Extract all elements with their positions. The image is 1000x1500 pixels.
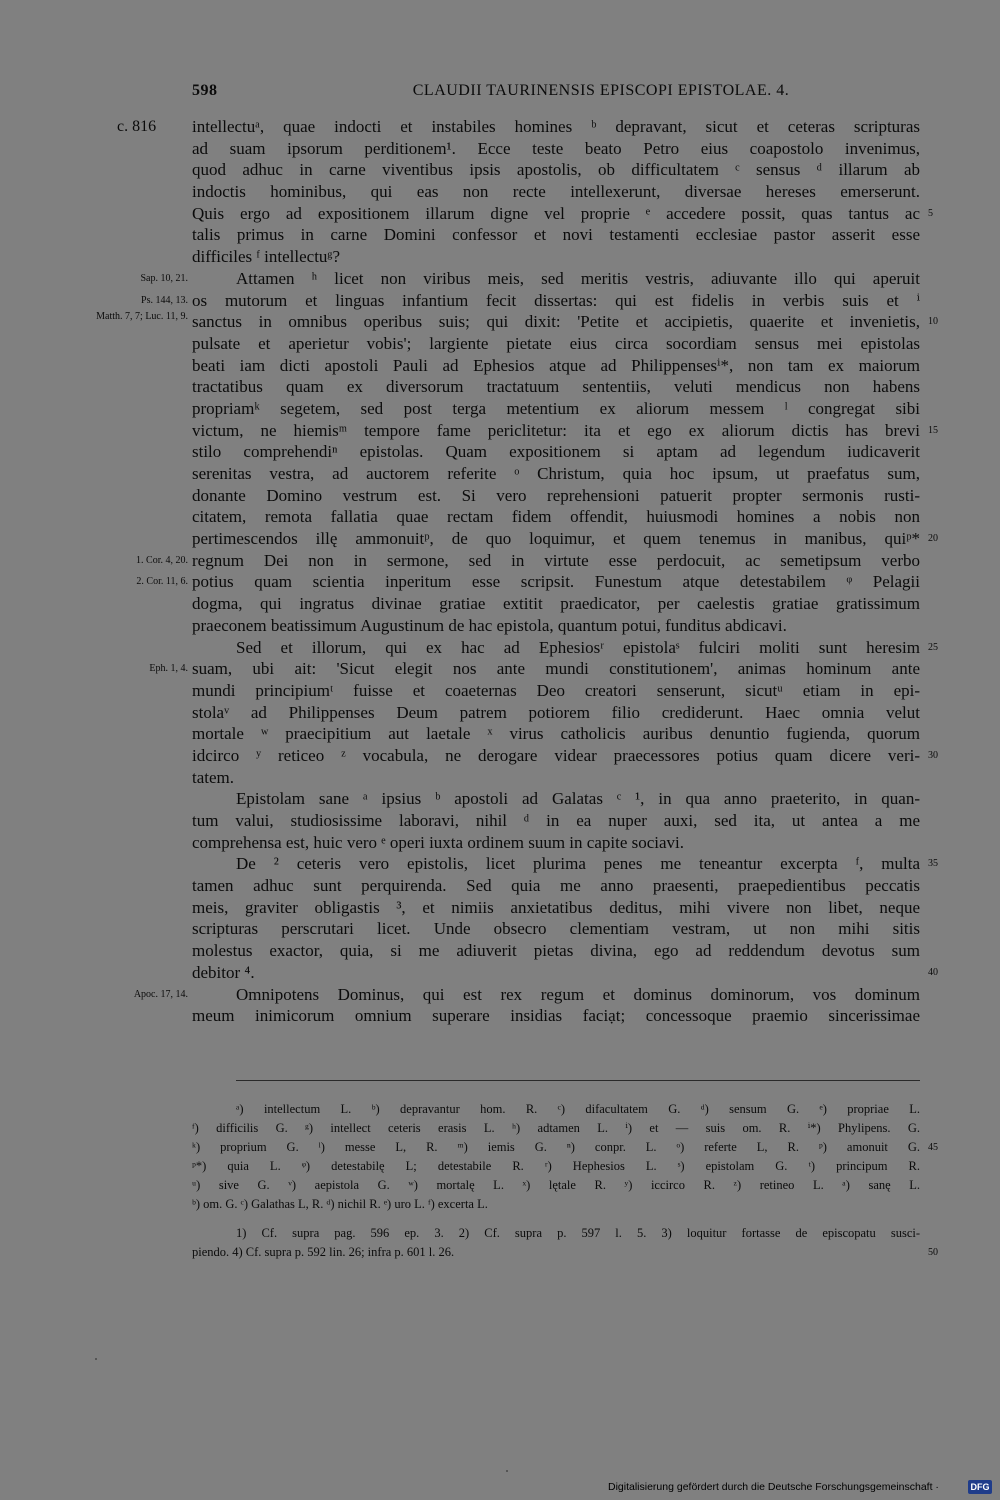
line-text: Sed et illorum, qui ex hac ad Ephesiosʳ epistolaˢ fulciri moliti sunt heresim xyxy=(236,637,920,657)
text-line xyxy=(0,138,1000,160)
line-text: De ² ceteris vero epistolis, licet plurima penes me teneantur excerpta ᶠ, multa xyxy=(236,854,920,874)
line-text: stolaᵛ ad Philippenses Deum patrem potiorem filio crediderunt. Haec omnia velut xyxy=(192,702,920,722)
text-line xyxy=(0,376,1000,398)
line-text: tatem. xyxy=(192,767,235,787)
line-text: mortale ʷ praecipitium aut laetale ˣ virus catholicis auribus denuntio fugienda, quorum xyxy=(192,724,920,744)
line-text: praeconem beatissimum Augustinum de hac epistola, quantum potui, funditus abdicavi. xyxy=(192,615,787,635)
line-text: Attamen ʰ licet non viribus meis, sed meritis vestris, adiuvante illo qui aperuit xyxy=(236,268,920,288)
apparatus-text: ᵘ) sive G. ᵛ) aepistola G. ʷ) mortalę L. ˣ) lętale R. ʸ) iccirco R. ᶻ) retineo L. ᵃ) sanę L. xyxy=(192,1178,920,1192)
apparatus-text: ᵇ) om. G. ᶜ) Galathas L, R. ᵈ) nichil R. ᵉ) uro L. ᶠ) excerta L. xyxy=(192,1197,488,1211)
scan-speck xyxy=(506,1470,508,1472)
margin-citation: Eph. 1, 4. xyxy=(149,663,188,675)
apparatus-text: ᵃ) intellectum L. ᵇ) depravantur hom. R. ᶜ) difacultatem G. ᵈ) sensum G. ᵉ) propriae L. xyxy=(236,1102,920,1116)
text-line xyxy=(0,420,1000,442)
line-text: mundi principiumᵗ fuisse et coaeternas Deo creatori senserunt, sicutᵘ etiam in epi- xyxy=(192,680,920,700)
apparatus-line xyxy=(0,1195,1000,1214)
line-text: talis primus in carne Domini confessor et novi testamenti ecclesiae pastor asserit esse xyxy=(192,225,920,245)
line-number: 50 xyxy=(928,1247,938,1258)
text-line xyxy=(0,810,1000,832)
text-line xyxy=(0,224,1000,246)
text-line xyxy=(0,333,1000,355)
text-line xyxy=(0,311,1000,333)
margin-citation: Sap. 10, 21. xyxy=(140,272,188,284)
text-line xyxy=(0,116,1000,138)
text-line xyxy=(0,506,1000,528)
text-line xyxy=(0,246,1000,268)
line-text: potius quam scientia inperitum esse scripsit. Funestum atque detestabilem ᵠ Pelagii xyxy=(192,572,920,592)
running-header xyxy=(192,82,920,106)
page-number: 598 xyxy=(192,82,218,99)
text-line xyxy=(0,875,1000,897)
text-line xyxy=(0,723,1000,745)
text-line xyxy=(0,398,1000,420)
text-line xyxy=(0,550,1000,572)
line-text: pertimescendos illę ammonuitᵖ, de quo loquimur, et quem tenemus in manibus, quiᵖ* xyxy=(192,529,920,549)
apparatus-line xyxy=(0,1119,1000,1138)
text-line xyxy=(0,1005,1000,1027)
footnote-text: piendo. 4) Cf. supra p. 592 lin. 26; infra p. 601 l. 26. xyxy=(192,1245,455,1259)
line-text: comprehensa est, huic vero ᵉ operi iuxta ordinem suum in capite sociavi. xyxy=(192,832,685,852)
apparatus-line xyxy=(0,1138,1000,1157)
main-text xyxy=(0,116,1000,1027)
line-text: sanctus in omnibus operibus suis; qui dixit: 'Petite et accipietis, quaerite et invenietis, xyxy=(192,312,920,332)
line-text: tum valui, studiosissime laboravi, nihil ᵈ in ea nuper auxi, sed ita, ut antea a me xyxy=(192,811,920,830)
line-number: 10 xyxy=(928,316,938,328)
critical-apparatus xyxy=(0,1100,1000,1262)
text-line xyxy=(0,463,1000,485)
apparatus-line xyxy=(0,1176,1000,1195)
line-text: suam, ubi ait: 'Sicut elegit nos ante mundi constitutionem', animas hominum ante xyxy=(192,659,920,679)
line-text: quod adhuc in carne viventibus ipsis apostolis, ob difficultatem ᶜ sensus ᵈ illarum ab xyxy=(192,160,920,180)
apparatus-line xyxy=(0,1100,1000,1119)
line-number: 20 xyxy=(928,533,938,545)
text-line xyxy=(0,355,1000,377)
text-line xyxy=(0,528,1000,550)
text-line xyxy=(0,485,1000,507)
margin-citation: Matth. 7, 7; Luc. 11, 9. xyxy=(96,311,188,323)
line-number: 25 xyxy=(928,641,938,653)
text-line xyxy=(0,268,1000,290)
margin-citation: Apoc. 17, 14. xyxy=(133,988,188,1000)
running-title: CLAUDII TAURINENSIS EPISCOPI EPISTOLAE. 4. xyxy=(412,82,790,99)
text-line xyxy=(0,637,1000,659)
text-line xyxy=(0,658,1000,680)
line-text: beati iam dicti apostoli Pauli ad Ephesios atque ad Philippensesⁱ*, non tam ex maiorum xyxy=(192,355,920,375)
text-line xyxy=(0,940,1000,962)
funding-text: Digitalisierung gefördert durch die Deutsche Forschungsgemeinschaft · xyxy=(608,1481,939,1493)
text-line xyxy=(0,702,1000,724)
line-text: serenitas vestra, ad auctorem referite ᵒ Christum, quia hoc ipsum, ut praefatus sum, xyxy=(192,464,920,483)
text-line xyxy=(0,984,1000,1006)
margin-citation: 1. Cor. 4, 20. xyxy=(136,554,188,566)
line-text: intellectuᵃ, quae indocti et instabiles homines ᵇ depravant, sicut et ceteras scripturas xyxy=(192,117,920,136)
footnote-line xyxy=(0,1224,1000,1243)
line-text: dogma, qui ingratus divinae gratiae extitit praedicator, per caelestis gratiae gratissimum xyxy=(192,594,920,614)
line-text: regnum Dei non in sermone, sed in virtute esse perdocuit, ac semetipsum verbo xyxy=(192,550,920,570)
line-text: pulsate et aperietur vobis'; largiente pietate eius circa socordiam sensus mei epistolas xyxy=(192,333,920,353)
footnote-line xyxy=(0,1243,1000,1262)
line-text: scripturas perscrutari licet. Unde obsecro clementiam vestram, ut non mihi sitis xyxy=(192,919,920,939)
text-line xyxy=(0,593,1000,615)
line-text: idcirco ʸ reticeo ᶻ vocabula, ne derogare videar praecessores potius quam dicere veri- xyxy=(192,745,920,765)
funding-footer xyxy=(608,1480,992,1496)
line-number: 40 xyxy=(928,966,938,978)
line-text: propriamᵏ segetem, sed post terga metentium ex aliorum messem ˡ congregat sibi xyxy=(192,398,920,418)
line-text: meis, graviter obligastis ³, et nimiis anxietatibus deditus, mihi vivere non libet, neque xyxy=(192,897,920,917)
line-number: 5 xyxy=(928,207,933,219)
line-text: debitor ⁴. xyxy=(192,962,255,982)
apparatus-text: ᵏ) proprium G. ˡ) messe L, R. ᵐ) iemis G. ⁿ) conpr. L. ᵒ) referte L, R. ᵖ) amonuit G. xyxy=(192,1140,920,1154)
text-line xyxy=(0,441,1000,463)
line-text: os mutorum et linguas infantium fecit dissertas: qui est fidelis in verbis suis et ⁱ xyxy=(192,290,920,310)
line-text: molestus exactor, quia, si me adiuverit pietas divina, ego ad reddendum devotus sum xyxy=(192,941,920,961)
line-text: Omnipotens Dominus, qui est rex regum et dominus dominorum, vos dominum xyxy=(236,984,920,1004)
line-text: donante Domino vestrum est. Si vero reprehensioni patuerit propter sermonis rusti- xyxy=(192,485,920,505)
margin-citation: Ps. 144, 13. xyxy=(141,294,188,306)
text-line xyxy=(0,962,1000,984)
apparatus-separator xyxy=(236,1080,920,1081)
text-line xyxy=(0,788,1000,810)
text-line xyxy=(0,832,1000,854)
text-line xyxy=(0,203,1000,225)
footnote-text: 1) Cf. supra pag. 596 ep. 3. 2) Cf. supra p. 597 l. 5. 3) loquitur fortasse de episcopatu susci- xyxy=(236,1226,920,1240)
line-text: tractatibus quam ex diversorum tractatuum sententiis, veluti mendicus non habens xyxy=(192,377,920,397)
notes-gap xyxy=(0,1214,1000,1224)
text-line xyxy=(0,159,1000,181)
text-line xyxy=(0,680,1000,702)
line-text: victum, ne hiemisᵐ tempore fame periclitetur: ita et ego ex aliorum dictis has brevi xyxy=(192,420,920,440)
line-number: 15 xyxy=(928,424,938,436)
line-text: indoctis hominibus, qui eas non recte intellexerunt, diversae hereses emerserunt. xyxy=(192,182,920,202)
scan-speck xyxy=(95,1358,97,1360)
line-text: citatem, remota fallatia quae rectam fidem offendit, huiusmodi homines a nobis non xyxy=(192,507,920,527)
line-text: meum inimicorum omnium superare insidias faciạt; concessoque praemio sincerissimae xyxy=(192,1006,920,1026)
text-line xyxy=(0,290,1000,312)
text-line xyxy=(0,571,1000,593)
column-reference: c. 816 xyxy=(117,118,157,135)
line-number: 30 xyxy=(928,749,938,761)
text-line xyxy=(0,615,1000,637)
line-number: 35 xyxy=(928,858,938,870)
line-text: stilo comprehendiⁿ epistolas. Quam expositionem si aptam ad legendum iudicaverit xyxy=(192,442,920,462)
line-text: Epistolam sane ᵃ ipsius ᵇ apostoli ad Galatas ᶜ ¹, in qua anno praeterito, in quan- xyxy=(236,789,920,809)
apparatus-line xyxy=(0,1157,1000,1176)
text-line xyxy=(0,897,1000,919)
text-line xyxy=(0,918,1000,940)
text-line xyxy=(0,181,1000,203)
text-line xyxy=(0,767,1000,789)
line-text: ad suam ipsorum perditionem¹. Ecce teste beato Petro eius coapostolo invenimus, xyxy=(192,138,920,158)
text-line xyxy=(0,745,1000,767)
text-line xyxy=(0,853,1000,875)
apparatus-text: ᶠ) difficilis G. ᵍ) intellect ceteris erasis L. ʰ) adtamen L. ⁱ) et — suis om. R. ⁱ*) Phylipens. G. xyxy=(192,1121,920,1135)
apparatus-text: ᵖ*) quia L. ᵠ) detestabilę L; detestabile R. ʳ) Hephesios L. ˢ) epistolam G. ᵗ) principum R. xyxy=(192,1159,920,1173)
line-text: Quis ergo ad expositionem illarum digne vel proprie ᵉ accedere possit, quas tantus ac xyxy=(192,203,920,223)
dfg-logo: DFG xyxy=(968,1480,992,1494)
margin-citation: 2. Cor. 11, 6. xyxy=(136,576,188,588)
line-text: difficiles ᶠ intellectuᵍ? xyxy=(192,247,341,267)
line-text: tamen adhuc sunt perquirenda. Sed quia me anno praesenti, praepedientibus peccatis xyxy=(192,876,920,896)
line-number: 45 xyxy=(928,1142,938,1153)
